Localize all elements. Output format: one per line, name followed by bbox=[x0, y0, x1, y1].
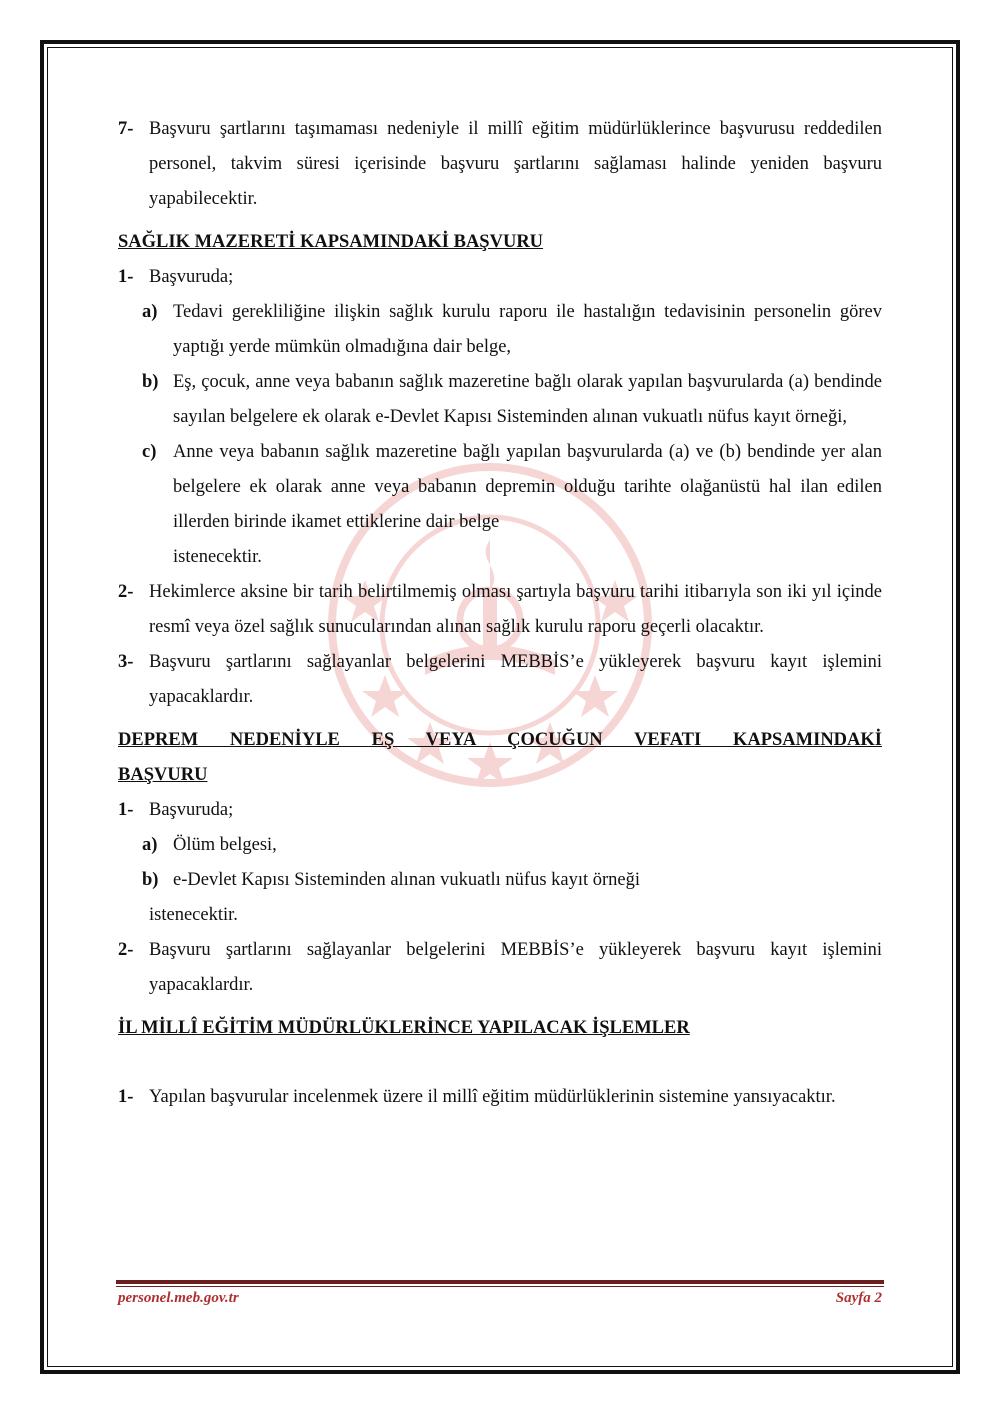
section-heading-deprem: DEPREM NEDENİYLE EŞ VEYA ÇOCUĞUN VEFATI KAPSAMINDAKİ bbox=[118, 730, 882, 750]
sub-text: e-Devlet Kapısı Sisteminden alınan vukuatlı nüfus kayıt örneği bbox=[173, 870, 641, 890]
sub-text: Eş, çocuk, anne veya babanın sağlık mazeretine bağlı olarak yapılan başvurularda (a) bendinde sayılan belgelere ek olarak e-Devlet Kapısı Sisteminden alınan vukuatlı nüfus kayıt örneği, bbox=[173, 372, 882, 427]
footer-website: personel.meb.gov.tr bbox=[118, 1290, 239, 1306]
item-text: Başvuruda; bbox=[149, 800, 234, 820]
item-number: 1- bbox=[118, 800, 134, 820]
sub-text: Ölüm belgesi, bbox=[173, 835, 277, 855]
closing-text: istenecektir. bbox=[149, 905, 238, 925]
sub-text: Anne veya babanın sağlık mazeretine bağlı yapılan başvurularda (a) ve (b) bendinde yer alan belgelere ek olarak anne veya babanın depremin olduğu tarihte olağanüstü hal ilan edilen illerden birinde ikamet ettiklerine dair belge bbox=[173, 442, 882, 532]
section-heading-il: İL MİLLÎ EĞİTİM MÜDÜRLÜKLERİNCE YAPILACAK İŞLEMLER bbox=[118, 1018, 690, 1038]
item-text: Hekimlerce aksine bir tarih belirtilmemiş olması şartıyla başvuru tarihi itibarıyla son iki yıl içinde resmî veya özel sağlık sunucularından alınan sağlık kurulu raporu geçerli olacaktır. bbox=[149, 582, 882, 637]
sub-letter: b) bbox=[142, 372, 159, 392]
item-number: 2- bbox=[118, 582, 134, 602]
sub-letter: c) bbox=[142, 442, 157, 462]
sub-letter: a) bbox=[142, 302, 158, 322]
item-text: Başvuru şartlarını sağlayanlar belgelerini MEBBİS’e yükleyerek başvuru kayıt işlemini yapacaklardır. bbox=[149, 940, 882, 995]
list-item bbox=[118, 112, 882, 217]
page-number: Sayfa 2 bbox=[835, 1290, 882, 1306]
list-item bbox=[118, 933, 882, 1003]
sub-item bbox=[118, 828, 882, 863]
footer-divider-thin bbox=[116, 1286, 884, 1287]
item-text: Başvuruda; bbox=[149, 267, 234, 287]
item-text: Başvuru şartlarını sağlayanlar belgelerini MEBBİS’e yükleyerek başvuru kayıt işlemini yapacaklardır. bbox=[149, 652, 882, 707]
document-body bbox=[118, 112, 882, 1115]
sub-letter: b) bbox=[142, 870, 159, 890]
sub-letter: a) bbox=[142, 835, 158, 855]
item-number: 3- bbox=[118, 652, 134, 672]
closing-text: istenecektir. bbox=[173, 547, 262, 567]
footer-divider bbox=[116, 1280, 884, 1284]
list-item bbox=[118, 575, 882, 645]
item-text: Başvuru şartlarını taşımaması nedeniyle il millî eğitim müdürlüklerince başvurusu reddedilen personel, takvim süresi içerisinde başvuru şartlarını sağlaması halinde yeniden başvuru yapabilecektir. bbox=[149, 119, 882, 209]
item-text: Yapılan başvurular incelenmek üzere il millî eğitim müdürlüklerinin sistemine yansıyacaktır. bbox=[149, 1087, 836, 1107]
section-heading-saglik: SAĞLIK MAZERETİ KAPSAMINDAKİ BAŞVURU bbox=[118, 232, 544, 252]
sub-item bbox=[118, 295, 882, 365]
list-item bbox=[118, 1080, 882, 1115]
item-number: 1- bbox=[118, 267, 134, 287]
item-number: 7- bbox=[118, 119, 134, 139]
list-item bbox=[118, 260, 882, 295]
list-item bbox=[118, 793, 882, 828]
sub-item bbox=[118, 863, 882, 898]
section-heading-deprem-cont: BAŞVURU bbox=[118, 765, 208, 785]
list-item bbox=[118, 645, 882, 715]
sub-text: Tedavi gerekliliğine ilişkin sağlık kurulu raporu ile hastalığın tedavisinin personelin görev yaptığı yerde mümkün olmadığına dair belge, bbox=[173, 302, 882, 357]
item-number: 1- bbox=[118, 1087, 134, 1107]
sub-item bbox=[118, 365, 882, 435]
sub-item bbox=[118, 435, 882, 540]
item-number: 2- bbox=[118, 940, 134, 960]
